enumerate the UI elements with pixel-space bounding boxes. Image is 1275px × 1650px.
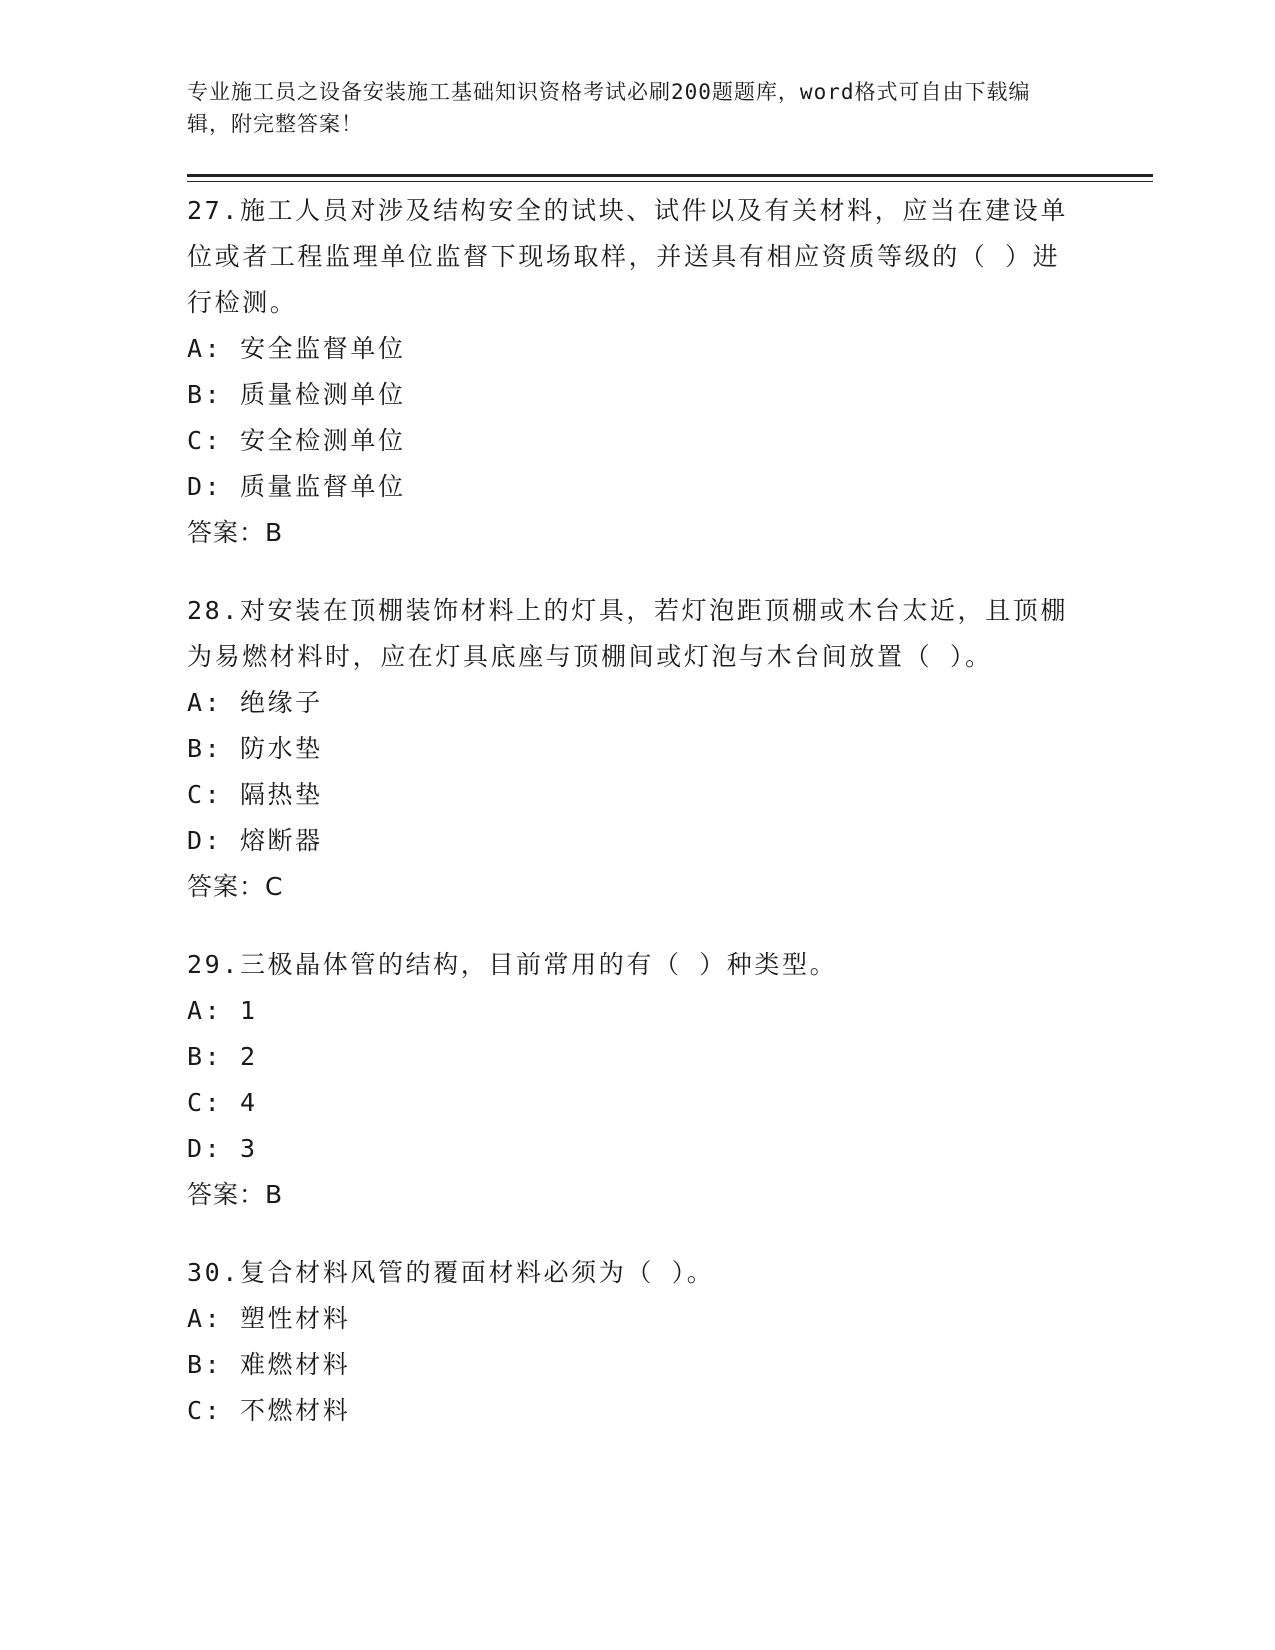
question-text: 28.对安装在顶棚装饰材料上的灯具，若灯泡距顶棚或木台太近，且顶棚为易燃材料时，应在灯具底座与顶棚间或灯泡与木台间放置（ ）。	[187, 596, 1068, 671]
option-c: C: 安全检测单位	[187, 426, 406, 455]
option-d: D: 熔断器	[187, 826, 323, 855]
question-27	[187, 188, 1087, 556]
option-a: A: 绝缘子	[187, 688, 323, 717]
question-list	[187, 188, 1087, 1466]
option-c: C: 不燃材料	[187, 1396, 351, 1425]
question-text: 27.施工人员对涉及结构安全的试块、试件以及有关材料，应当在建设单位或者工程监理单位监督下现场取样，并送具有相应资质等级的（ ）进行检测。	[187, 196, 1068, 317]
question-29	[187, 942, 1087, 1218]
option-d: D: 质量监督单位	[187, 472, 406, 501]
option-a: A: 1	[187, 996, 258, 1025]
question-30	[187, 1250, 1087, 1434]
option-d: D: 3	[187, 1134, 258, 1163]
option-c: C: 4	[187, 1088, 258, 1117]
option-b: B: 难燃材料	[187, 1350, 351, 1379]
header-rule-thin	[187, 181, 1153, 182]
question-28	[187, 588, 1087, 910]
document-header: 专业施工员之设备安装施工基础知识资格考试必刷200题题库，word格式可自由下载编辑，附完整答案！	[187, 80, 1031, 136]
option-a: A: 塑性材料	[187, 1304, 351, 1333]
question-text: 30.复合材料风管的覆面材料必须为（ ）。	[187, 1258, 715, 1287]
header-rule-thick	[187, 174, 1153, 177]
question-text: 29.三极晶体管的结构，目前常用的有（ ）种类型。	[187, 950, 838, 979]
option-b: B: 质量检测单位	[187, 380, 406, 409]
answer: 答案：B	[187, 1180, 284, 1209]
answer: 答案：C	[187, 872, 284, 901]
option-b: B: 2	[187, 1042, 258, 1071]
option-c: C: 隔热垫	[187, 780, 323, 809]
option-a: A: 安全监督单位	[187, 334, 406, 363]
option-b: B: 防水垫	[187, 734, 323, 763]
answer: 答案：B	[187, 518, 284, 547]
